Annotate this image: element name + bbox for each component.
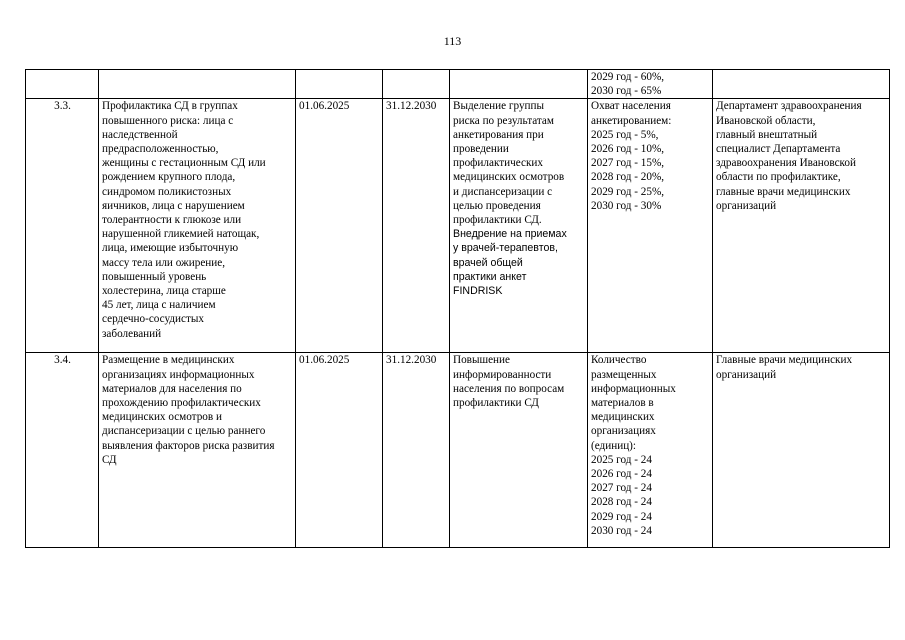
continuation-row bbox=[26, 70, 890, 99]
activity-line: СД bbox=[102, 453, 117, 466]
indicator-line: 2028 год - 20%, bbox=[591, 171, 665, 184]
result-line: профилактических bbox=[453, 157, 543, 170]
activity-line: повышенный уровень bbox=[102, 270, 207, 283]
result-line: практики анкет bbox=[453, 270, 527, 283]
indicator-line: 2029 год - 60%, bbox=[591, 71, 665, 83]
responsible-line: области по профилактике, bbox=[716, 171, 841, 184]
indicator-line: материалов в bbox=[591, 397, 654, 410]
activity-line: медицинских осмотров и bbox=[102, 411, 222, 424]
cell-result bbox=[450, 70, 588, 99]
activity-line: синдромом поликистозных bbox=[102, 185, 232, 198]
result-line: целью проведения bbox=[453, 199, 541, 212]
cell-start-date: 01.06.2025 bbox=[296, 99, 383, 353]
cell-indicator bbox=[588, 353, 713, 548]
result-line: проведении bbox=[453, 143, 509, 156]
indicator-line: информационных bbox=[591, 382, 676, 395]
indicator-line: 2029 год - 24 bbox=[591, 510, 652, 523]
responsible-line: организаций bbox=[716, 368, 777, 381]
cell-end-date: 31.12.2030 bbox=[383, 99, 450, 353]
responsible-line: Департамент здравоохранения bbox=[716, 100, 862, 113]
cell-responsible bbox=[713, 353, 890, 548]
table-row bbox=[26, 353, 890, 548]
activity-line: Профилактика СД в группах bbox=[102, 100, 238, 113]
activity-line: холестерина, лица старше bbox=[102, 285, 226, 298]
activity-line: заболеваний bbox=[102, 327, 162, 340]
cell-responsible bbox=[713, 70, 890, 99]
result-line: анкетирования при bbox=[453, 128, 544, 141]
indicator-line: размещенных bbox=[591, 368, 657, 381]
indicator-line: 2030 год - 24 bbox=[591, 524, 652, 537]
indicator-line: 2030 год - 30% bbox=[591, 199, 662, 212]
indicator-line: 2030 год - 65% bbox=[591, 85, 662, 98]
responsible-line: Ивановской области, bbox=[716, 114, 816, 127]
activity-line: толерантности к глюкозе или bbox=[102, 214, 242, 227]
activity-line: рождением крупного плода, bbox=[102, 171, 236, 184]
cell-number: 3.4. bbox=[26, 353, 99, 548]
indicator-line: 2025 год - 5%, bbox=[591, 128, 659, 141]
cell-start-date bbox=[296, 70, 383, 99]
cell-result bbox=[450, 353, 588, 548]
cell-end-date bbox=[383, 70, 450, 99]
activity-line: повышенного риска: лица с bbox=[102, 114, 234, 127]
indicator-line: 2027 год - 24 bbox=[591, 482, 652, 495]
activity-line: 45 лет, лица с наличием bbox=[102, 299, 216, 312]
activity-line: материалов для населения по bbox=[102, 382, 242, 395]
cell-activity bbox=[99, 99, 296, 353]
responsible-line: Главные врачи медицинских bbox=[716, 354, 853, 367]
responsible-line: главные врачи медицинских bbox=[716, 185, 851, 198]
measures-table bbox=[25, 69, 890, 548]
activity-line: яичников, лица с нарушением bbox=[102, 199, 245, 212]
activity-line: организациях информационных bbox=[102, 368, 255, 381]
activity-line: Размещение в медицинских bbox=[102, 354, 235, 367]
result-line: медицинских осмотров bbox=[453, 171, 565, 184]
activity-line: наследственной bbox=[102, 128, 178, 141]
cell-result bbox=[450, 99, 588, 353]
indicator-line: 2027 год - 15%, bbox=[591, 157, 665, 170]
activity-line: сердечно-сосудистых bbox=[102, 313, 205, 326]
activity-line: нарушенной гликемией натощак, bbox=[102, 228, 260, 241]
cell-responsible bbox=[713, 99, 890, 353]
result-line: населения по вопросам bbox=[453, 382, 565, 395]
indicator-line: медицинских bbox=[591, 411, 655, 424]
cell-end-date: 31.12.2030 bbox=[383, 353, 450, 548]
indicator-line: 2025 год - 24 bbox=[591, 453, 652, 466]
result-line: информированности bbox=[453, 368, 552, 381]
cell-number bbox=[26, 70, 99, 99]
cell-number: 3.3. bbox=[26, 99, 99, 353]
activity-line: массу тела или ожирение, bbox=[102, 256, 226, 269]
responsible-line: здравоохранения Ивановской bbox=[716, 157, 856, 170]
cell-activity bbox=[99, 353, 296, 548]
result-line: и диспансеризации с bbox=[453, 185, 553, 198]
result-line: FINDRISK bbox=[453, 285, 503, 298]
indicator-line: Охват населения bbox=[591, 100, 671, 113]
cell-indicator bbox=[588, 99, 713, 353]
table-row bbox=[26, 99, 890, 353]
result-line: профилактики СД. bbox=[453, 214, 542, 227]
activity-line: выявления факторов риска развития bbox=[102, 439, 275, 452]
indicator-line: (единиц): bbox=[591, 439, 637, 452]
result-line: риска по результатам bbox=[453, 114, 554, 127]
indicator-line: 2028 год - 24 bbox=[591, 496, 652, 509]
activity-line: лица, имеющие избыточную bbox=[102, 242, 239, 255]
activity-line: прохождению профилактических bbox=[102, 397, 261, 410]
indicator-line: анкетированием: bbox=[591, 114, 672, 127]
result-line: Повышение bbox=[453, 354, 510, 367]
result-line: врачей общей bbox=[453, 256, 523, 269]
cell-start-date: 01.06.2025 bbox=[296, 353, 383, 548]
cell-activity bbox=[99, 70, 296, 99]
result-line: у врачей-терапевтов, bbox=[453, 242, 558, 255]
cell-indicator bbox=[588, 70, 713, 99]
responsible-line: организаций bbox=[716, 199, 777, 212]
activity-line: женщины с гестационным СД или bbox=[102, 157, 266, 170]
result-line: Выделение группы bbox=[453, 100, 545, 113]
responsible-line: главный внештатный bbox=[716, 128, 818, 141]
page-number: 113 bbox=[443, 34, 462, 48]
indicator-line: 2026 год - 10%, bbox=[591, 143, 665, 156]
activity-line: диспансеризации с целью раннего bbox=[102, 425, 266, 438]
indicator-line: 2029 год - 25%, bbox=[591, 185, 665, 198]
result-line: Внедрение на приемах bbox=[453, 228, 567, 241]
indicator-line: 2026 год - 24 bbox=[591, 468, 652, 481]
indicator-line: Количество bbox=[591, 354, 647, 367]
result-line: профилактики СД bbox=[453, 397, 539, 410]
indicator-line: организациях bbox=[591, 425, 656, 438]
responsible-line: специалист Департамента bbox=[716, 143, 841, 156]
activity-line: предрасположенностью, bbox=[102, 143, 219, 156]
